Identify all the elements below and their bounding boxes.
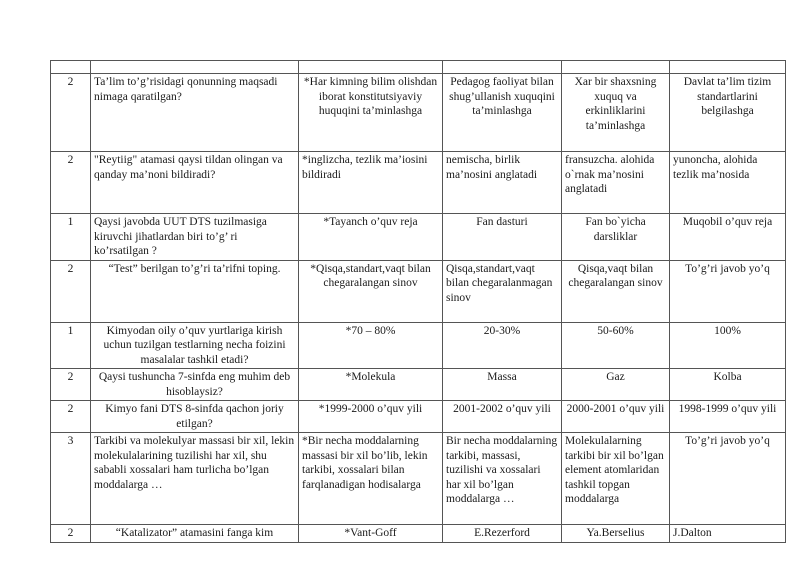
score-cell: 2 bbox=[51, 74, 91, 152]
correct-option-cell: *70 – 80% bbox=[299, 322, 443, 369]
score-cell: 1 bbox=[51, 322, 91, 369]
test-questions-table bbox=[50, 60, 786, 543]
option-cell: Gaz bbox=[562, 369, 670, 401]
question-cell: Qaysi javobda UUT DTS tuzilmasiga kiruvchi jihatlardan biri to’g’ ri ko’rsatilgan ? bbox=[91, 214, 299, 261]
table-row bbox=[51, 152, 786, 214]
question-cell: Ta’lim to’g’risidagi qonunning maqsadi nimaga qaratilgan? bbox=[91, 74, 299, 152]
option-cell: E.Rezerford bbox=[443, 525, 562, 543]
table-row bbox=[51, 369, 786, 401]
score-cell: 2 bbox=[51, 369, 91, 401]
option-cell: Qisqa,standart,vaqt bilan chegaralanmagan sinov bbox=[443, 260, 562, 322]
option-cell: 50-60% bbox=[562, 322, 670, 369]
option-cell: To’g’ri javob yo’q bbox=[670, 260, 786, 322]
option-cell: 100% bbox=[670, 322, 786, 369]
score-cell: 2 bbox=[51, 525, 91, 543]
option-cell: Muqobil o’quv reja bbox=[670, 214, 786, 261]
option-cell: Ya.Berselius bbox=[562, 525, 670, 543]
question-cell: Qaysi tushuncha 7-sinfda eng muhim deb hisoblaysiz? bbox=[91, 369, 299, 401]
question-cell: "Reytiig" atamasi qaysi tildan olingan va qanday ma’noni bildiradi? bbox=[91, 152, 299, 214]
header-cell bbox=[670, 61, 786, 74]
question-cell: “Test” berilgan to’g’ri ta’rifni toping. bbox=[91, 260, 299, 322]
correct-option-cell: *Molekula bbox=[299, 369, 443, 401]
correct-option-cell: *Har kimning bilim olishdan iborat konstitutsiyaviy huquqini ta’minlashga bbox=[299, 74, 443, 152]
table-row bbox=[51, 401, 786, 433]
option-cell: nemischa, birlik ma’nosini anglatadi bbox=[443, 152, 562, 214]
correct-option-cell: *Vant-Goff bbox=[299, 525, 443, 543]
correct-option-cell: *Tayanch o’quv reja bbox=[299, 214, 443, 261]
option-cell: 2001-2002 o’quv yili bbox=[443, 401, 562, 433]
table-row bbox=[51, 525, 786, 543]
table-row bbox=[51, 433, 786, 525]
option-cell: Fan bo`yicha darsliklar bbox=[562, 214, 670, 261]
score-cell: 1 bbox=[51, 214, 91, 261]
table-header-row bbox=[51, 61, 786, 74]
question-cell: “Katalizator” atamasini fanga kim bbox=[91, 525, 299, 543]
option-cell: yunoncha, alohida tezlik ma’nosida bbox=[670, 152, 786, 214]
option-cell: 20-30% bbox=[443, 322, 562, 369]
question-cell: Kimyo fani DTS 8-sinfda qachon joriy etilgan? bbox=[91, 401, 299, 433]
correct-option-cell: *Bir necha moddalarning massasi bir xil bo’lib, lekin tarkibi, xossalari bilan farqlanadigan hodisalarga bbox=[299, 433, 443, 525]
score-cell: 2 bbox=[51, 152, 91, 214]
option-cell: To’g’ri javob yo’q bbox=[670, 433, 786, 525]
header-cell bbox=[562, 61, 670, 74]
question-cell: Kimyodan oily o’quv yurtlariga kirish uchun tuzilgan testlarning necha foizini masalalar tashkil etadi? bbox=[91, 322, 299, 369]
option-cell: J.Dalton bbox=[670, 525, 786, 543]
score-cell: 3 bbox=[51, 433, 91, 525]
score-cell: 2 bbox=[51, 401, 91, 433]
correct-option-cell: *inglizcha, tezlik ma’iosini bildiradi bbox=[299, 152, 443, 214]
option-cell: Xar bir shaxsning xuquq va erkinliklarini ta’minlashga bbox=[562, 74, 670, 152]
header-cell bbox=[91, 61, 299, 74]
option-cell: Massa bbox=[443, 369, 562, 401]
question-cell: Tarkibi va molekulyar massasi bir xil, lekin molekulalarining tuzilishi har xil, shu sababli xossalari ham turlicha bo’lgan moddalarga … bbox=[91, 433, 299, 525]
option-cell: 2000-2001 o’quv yili bbox=[562, 401, 670, 433]
option-cell: fransuzcha. alohida o`rnak ma’nosini anglatadi bbox=[562, 152, 670, 214]
correct-option-cell: *Qisqa,standart,vaqt bilan chegaralangan sinov bbox=[299, 260, 443, 322]
table-row bbox=[51, 260, 786, 322]
score-cell: 2 bbox=[51, 260, 91, 322]
table-row bbox=[51, 322, 786, 369]
option-cell: 1998-1999 o’quv yili bbox=[670, 401, 786, 433]
option-cell: Qisqa,vaqt bilan chegaralangan sinov bbox=[562, 260, 670, 322]
header-cell bbox=[299, 61, 443, 74]
option-cell: Bir necha moddalarning tarkibi, massasi, tuzilishi va xossalari har xil bo’lgan moddalarga … bbox=[443, 433, 562, 525]
option-cell: Molekulalarning tarkibi bir xil bo’lgan element atomlaridan tashkil topgan moddalarga bbox=[562, 433, 670, 525]
option-cell: Davlat ta’lim tizim standartlarini belgilashga bbox=[670, 74, 786, 152]
table-row bbox=[51, 214, 786, 261]
option-cell: Kolba bbox=[670, 369, 786, 401]
option-cell: Fan dasturi bbox=[443, 214, 562, 261]
header-cell bbox=[443, 61, 562, 74]
table-row bbox=[51, 74, 786, 152]
correct-option-cell: *1999-2000 o’quv yili bbox=[299, 401, 443, 433]
header-cell bbox=[51, 61, 91, 74]
option-cell: Pedagog faoliyat bilan shug’ullanish xuquqini ta’minlashga bbox=[443, 74, 562, 152]
